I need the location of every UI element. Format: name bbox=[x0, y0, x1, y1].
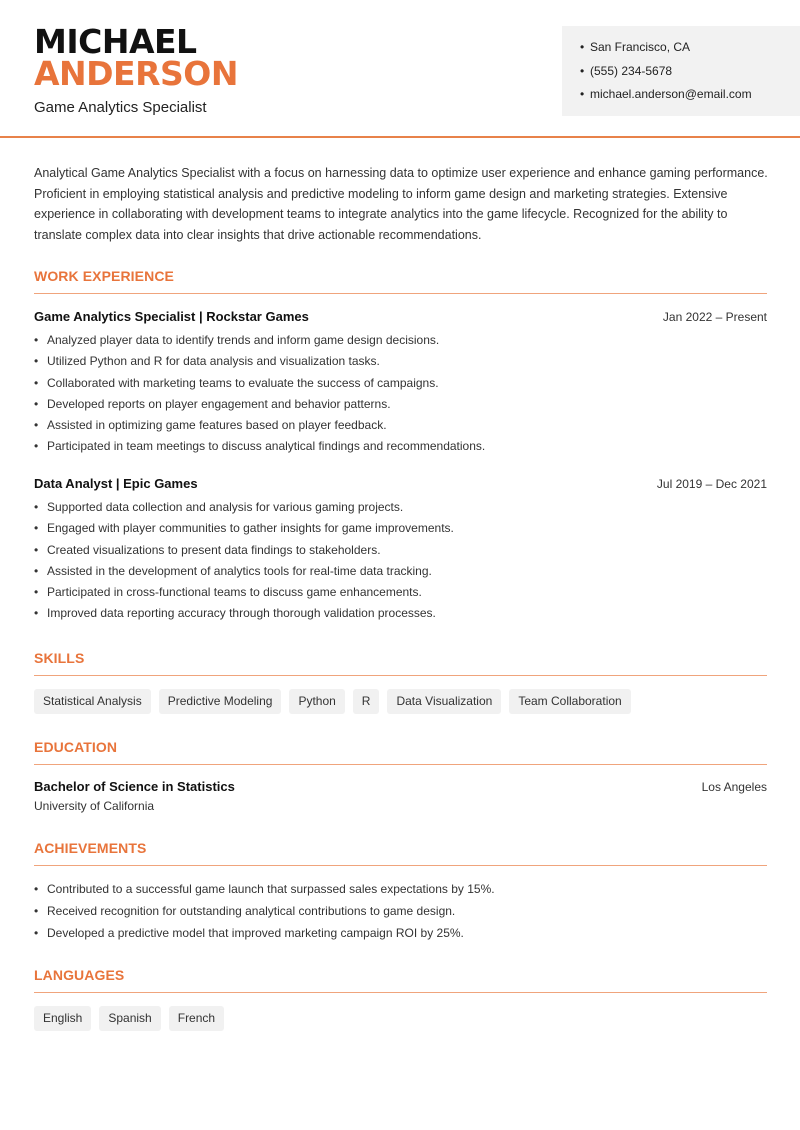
language-chip: English bbox=[34, 1006, 91, 1031]
list-item: • Collaborated with marketing teams to evaluate the success of campaigns. bbox=[34, 373, 767, 394]
education-header bbox=[34, 779, 767, 794]
job-bullets bbox=[34, 497, 767, 625]
languages-heading: LANGUAGES bbox=[34, 967, 767, 993]
skill-chip: Team Collaboration bbox=[509, 689, 630, 714]
list-item: • Developed reports on player engagement and behavior patterns. bbox=[34, 394, 767, 415]
skill-chip: Statistical Analysis bbox=[34, 689, 151, 714]
list-item: • Utilized Python and R for data analysis and visualization tasks. bbox=[34, 351, 767, 372]
education-location: Los Angeles bbox=[701, 780, 767, 794]
contact-phone: • (555) 234-5678 bbox=[580, 60, 800, 84]
degree: Bachelor of Science in Statistics bbox=[34, 779, 235, 794]
list-item: • Improved data reporting accuracy through thorough validation processes. bbox=[34, 603, 767, 624]
education-heading: EDUCATION bbox=[34, 739, 767, 765]
work-experience-heading: WORK EXPERIENCE bbox=[34, 268, 767, 294]
contact-email[interactable]: • michael.anderson@email.com bbox=[580, 83, 800, 107]
language-chip: Spanish bbox=[99, 1006, 160, 1031]
skills-list bbox=[34, 689, 767, 714]
list-item: • Analyzed player data to identify trends and inform game design decisions. bbox=[34, 330, 767, 351]
profile-summary: Analytical Game Analytics Specialist with a focus on harnessing data to optimize user experience and enhance gaming performance. Proficient in employing statistical analysis and predictive modeling to inform game design and marketing strategies. Extensive experience in collaborating with development teams to integrate analytics into the game lifecycle. Recognized for the ability to translate complex data into clear insights that drive actionable recommendations. bbox=[34, 166, 768, 242]
job-bullets bbox=[34, 330, 767, 458]
job-role: Data Analyst | Epic Games bbox=[34, 476, 198, 491]
job-header bbox=[34, 309, 767, 324]
job-entry bbox=[34, 476, 767, 625]
achievements-list bbox=[34, 878, 767, 944]
list-item: • Assisted in the development of analytics tools for real-time data tracking. bbox=[34, 561, 767, 582]
list-item: • Assisted in optimizing game features based on player feedback. bbox=[34, 415, 767, 436]
skill-chip: Predictive Modeling bbox=[159, 689, 282, 714]
first-name: MICHAEL bbox=[34, 22, 197, 61]
skill-chip: Python bbox=[289, 689, 344, 714]
contact-location: • San Francisco, CA bbox=[580, 36, 800, 60]
skill-chip: R bbox=[353, 689, 380, 714]
contact-list bbox=[562, 26, 800, 107]
achievements-heading: ACHIEVEMENTS bbox=[34, 840, 767, 866]
list-item: • Contributed to a successful game launch that surpassed sales expectations by 15%. bbox=[34, 878, 767, 900]
list-item: • Participated in team meetings to discuss analytical findings and recommendations. bbox=[34, 436, 767, 457]
job-entry bbox=[34, 309, 767, 458]
school: University of California bbox=[34, 799, 155, 813]
skill-chip: Data Visualization bbox=[387, 689, 501, 714]
job-header bbox=[34, 476, 767, 491]
achievements-section bbox=[34, 878, 767, 944]
list-item: • Supported data collection and analysis for various gaming projects. bbox=[34, 497, 767, 518]
job-role: Game Analytics Specialist | Rockstar Games bbox=[34, 309, 309, 324]
education-entry bbox=[34, 779, 767, 813]
list-item: • Received recognition for outstanding analytical contributions to game design. bbox=[34, 900, 767, 922]
skills-heading: SKILLS bbox=[34, 650, 767, 676]
resume-header bbox=[0, 0, 800, 138]
job-dates: Jul 2019 – Dec 2021 bbox=[656, 477, 767, 491]
list-item: • Developed a predictive model that improved marketing campaign ROI by 25%. bbox=[34, 922, 767, 944]
list-item: • Engaged with player communities to gather insights for game improvements. bbox=[34, 518, 767, 539]
languages-list bbox=[34, 1006, 767, 1031]
job-dates: Jan 2022 – Present bbox=[662, 310, 767, 324]
job-title: Game Analytics Specialist bbox=[34, 99, 207, 116]
contact-box bbox=[562, 26, 800, 116]
list-item: • Created visualizations to present data findings to stakeholders. bbox=[34, 540, 767, 561]
language-chip: French bbox=[169, 1006, 224, 1031]
last-name: ANDERSON bbox=[34, 54, 238, 93]
list-item: • Participated in cross-functional teams to discuss game enhancements. bbox=[34, 582, 767, 603]
